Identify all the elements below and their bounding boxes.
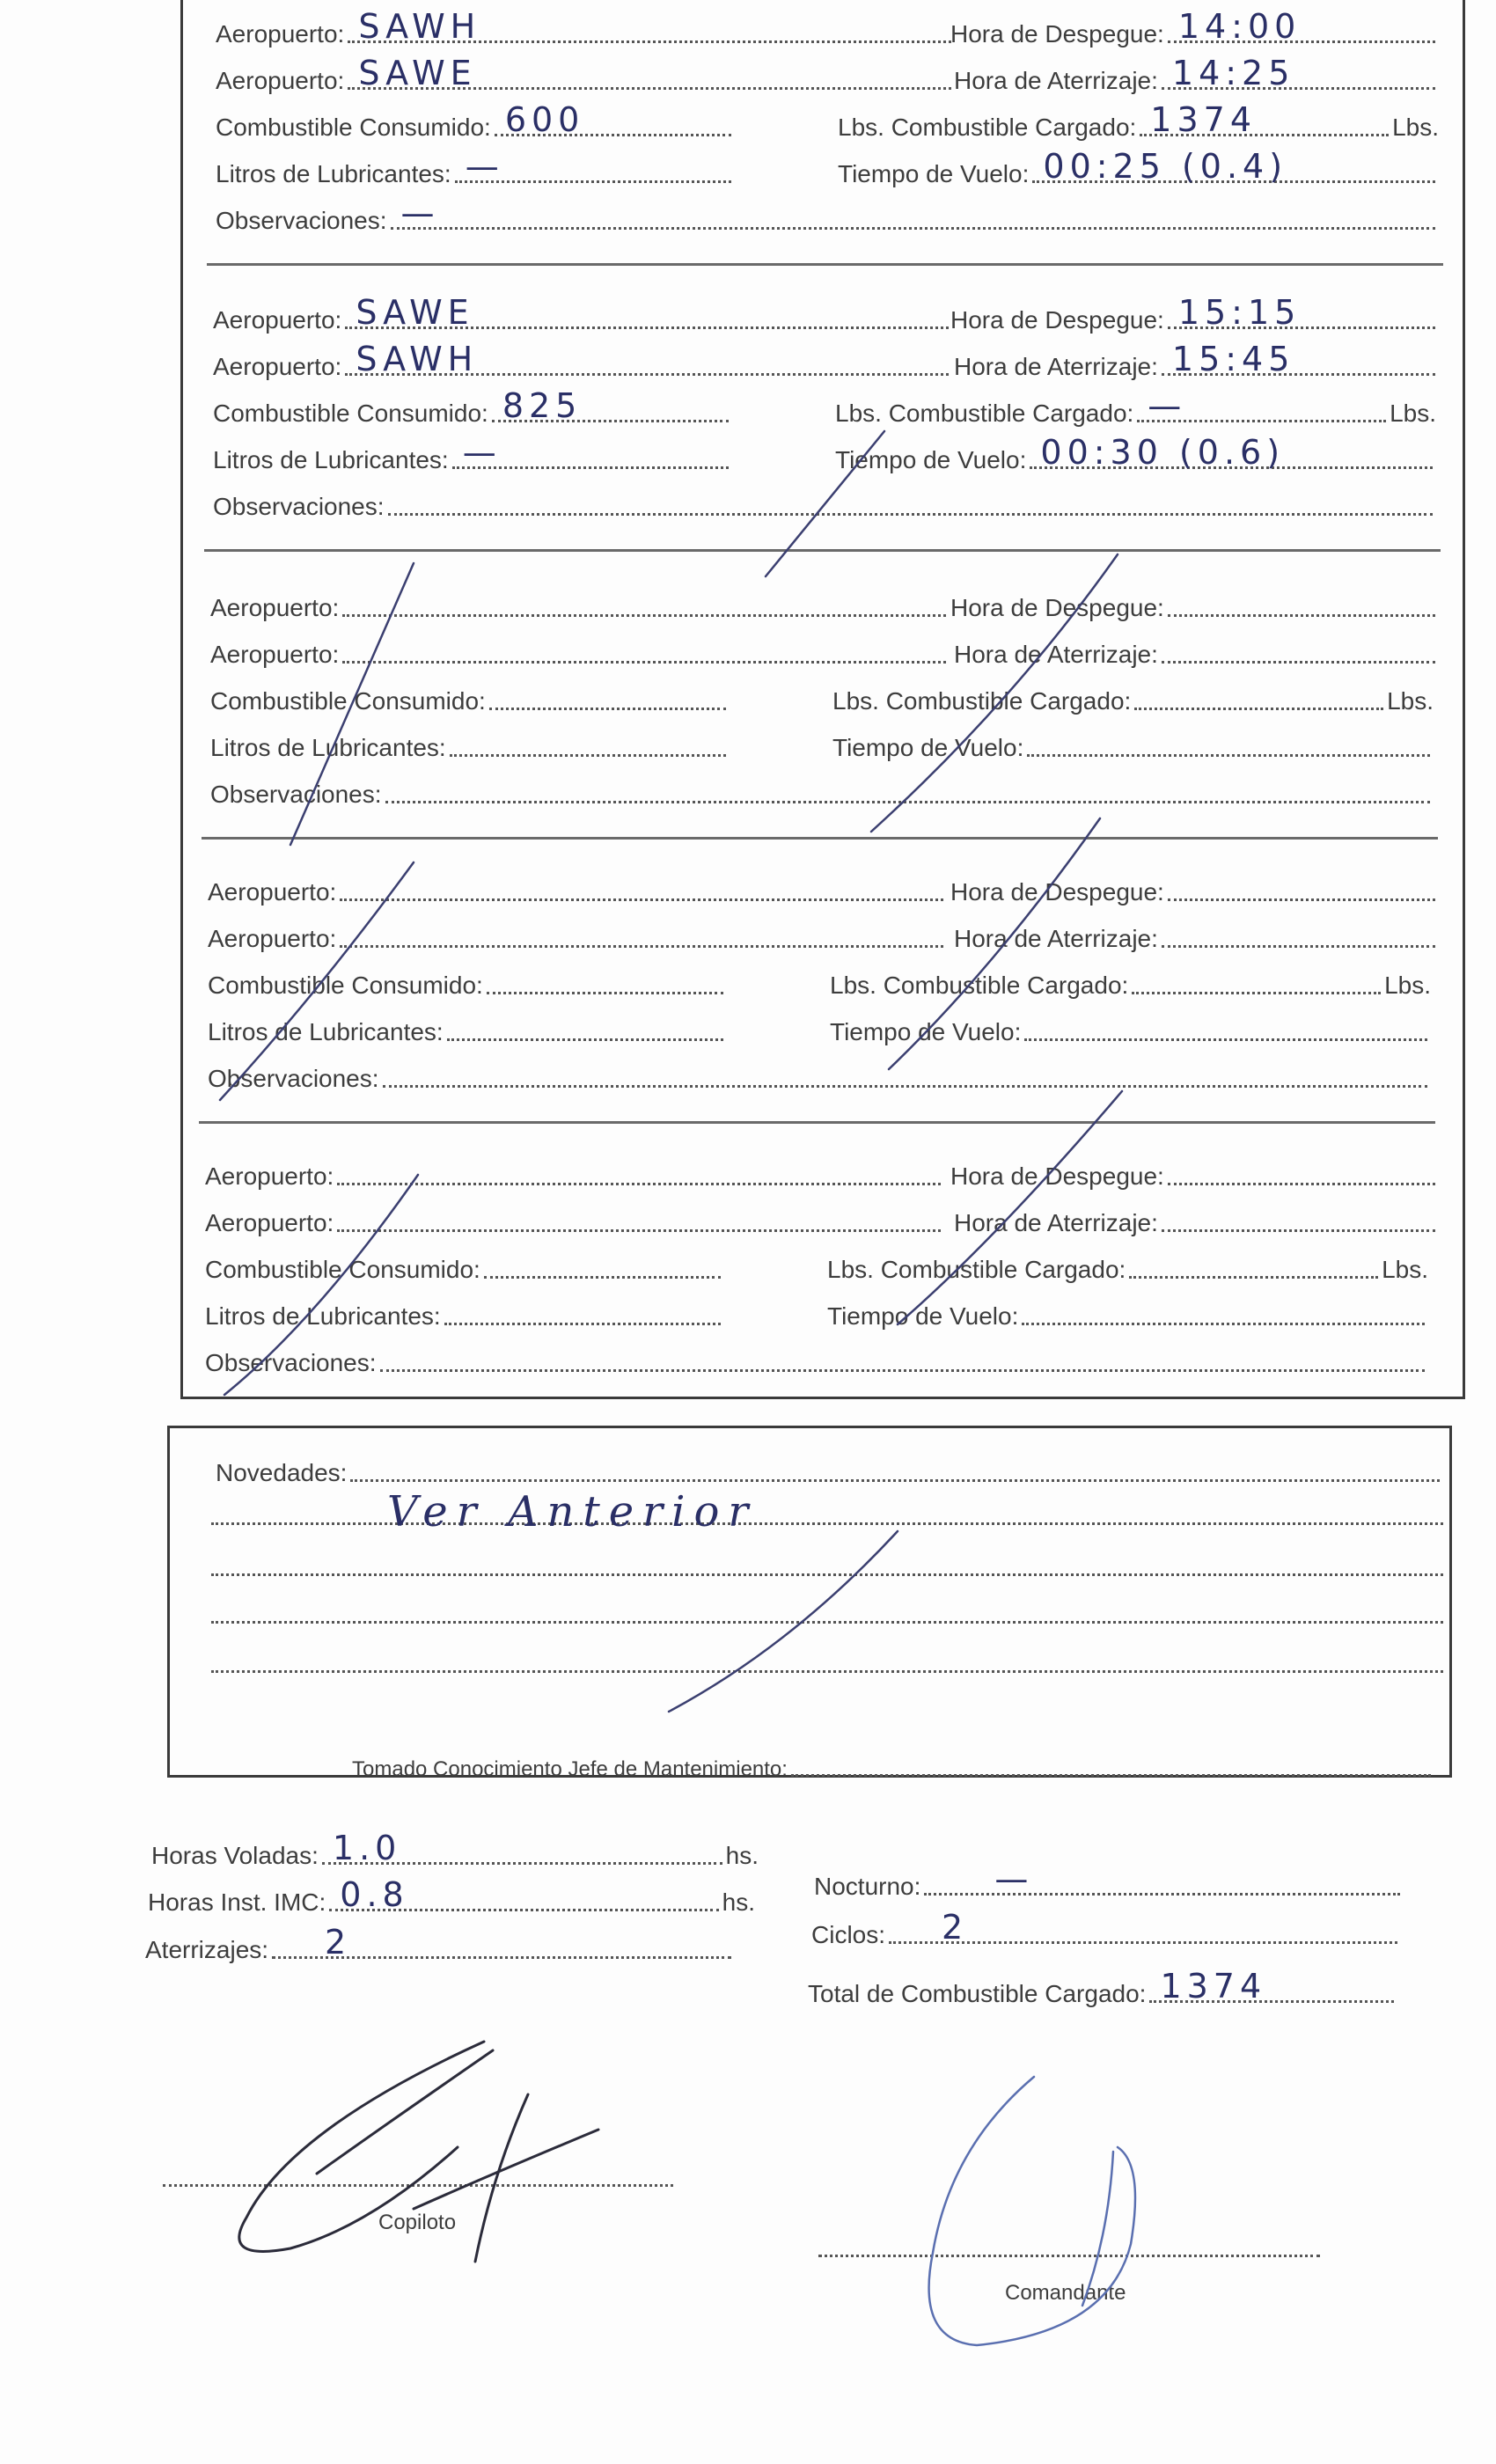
leg-2-lubricants-line — [452, 433, 729, 472]
leg-2-flight-time-label: Tiempo de Vuelo: — [835, 446, 1027, 473]
copilot-caption: Copiloto — [378, 2211, 457, 2234]
leg-1-airport-to-line — [348, 54, 951, 92]
leg-2-airport-from-value: SAWE — [356, 293, 474, 332]
leg-1-flight-time-label: Tiempo de Vuelo: — [838, 160, 1030, 187]
leg-2-airport-to-line — [345, 340, 949, 378]
leg-5-landing-line — [1162, 1208, 1435, 1232]
leg-2-fuel-used-row — [213, 386, 732, 428]
leg-1-landing-row — [954, 54, 1439, 95]
leg-5-lubricants-line — [444, 1302, 721, 1325]
leg-5-takeoff-line — [1168, 1162, 1435, 1185]
leg-4-airport-to-label: Aeropuerto: — [208, 925, 337, 952]
leg-3-airport-to-label: Aeropuerto: — [210, 641, 340, 668]
hours-flown-line — [322, 1829, 722, 1867]
landings-label: Aterrizajes: — [145, 1936, 269, 1963]
leg-1-airport-to-value: SAWE — [358, 54, 477, 92]
leg-2-landing-row — [954, 340, 1439, 381]
leg-4-fuel-loaded-row — [830, 964, 1431, 1000]
leg-3-observations-label: Observaciones: — [210, 781, 382, 808]
cycles-line — [889, 1908, 1397, 1947]
leg-2-landing-line — [1162, 340, 1435, 378]
leg-2-landing-label: Hora de Aterrizaje: — [954, 353, 1158, 380]
leg-3-landing-label: Hora de Aterrizaje: — [954, 641, 1158, 668]
leg-2-fuel-used-line — [492, 386, 729, 425]
maintenance-row — [352, 1747, 1434, 1782]
leg-3-lubricants-label: Litros de Lubricantes: — [210, 734, 446, 761]
leg-3-takeoff-label: Hora de Despegue: — [950, 594, 1164, 621]
leg-separator-1 — [207, 263, 1443, 266]
leg-4-observations-line — [383, 1064, 1427, 1088]
leg-1-observations-value: — — [400, 194, 440, 232]
leg-1-observations-line — [391, 194, 1435, 232]
leg-1-fuel-loaded-line — [1140, 100, 1389, 139]
leg-5-observations-label: Observaciones: — [205, 1349, 377, 1376]
hours-flown-label: Horas Voladas: — [151, 1842, 319, 1869]
leg-2-fuel-loaded-label: Lbs. Combustible Cargado: — [835, 400, 1134, 427]
leg-5-fuel-used-line — [484, 1255, 721, 1279]
leg-3-landing-line — [1162, 640, 1435, 664]
leg-1-fuel-loaded-value: 1374 — [1150, 100, 1258, 139]
leg-3-fuel-loaded-label: Lbs. Combustible Cargado: — [832, 687, 1132, 715]
leg-5-airport-from-line — [337, 1162, 941, 1185]
leg-1-fuel-used-value: 600 — [504, 100, 585, 139]
leg-2-airport-from-label: Aeropuerto: — [213, 306, 342, 334]
cycles-label: Ciclos: — [811, 1921, 886, 1948]
leg-4-fuel-used-row — [208, 964, 727, 1000]
leg-5-lubricants-row — [205, 1295, 724, 1331]
leg-3-fuel-used-row — [210, 680, 730, 715]
imc-line — [329, 1875, 718, 1914]
leg-1-airport-from-value: SAWH — [358, 7, 481, 46]
copilot-sign-line — [163, 2182, 673, 2187]
leg-2-flight-time-value: 00:30 (0.6) — [1040, 433, 1286, 472]
leg-4-flight-time-line — [1024, 1017, 1427, 1041]
leg-5-airport-from-label: Aeropuerto: — [205, 1162, 334, 1190]
leg-5-airport-to-line — [337, 1208, 941, 1232]
leg-1-lubricants-row — [216, 147, 735, 188]
leg-1-fuel-used-row — [216, 100, 735, 142]
leg-4-fuel-loaded-unit: Lbs. — [1384, 972, 1431, 999]
landings-value: 2 — [325, 1923, 352, 1962]
maintenance-label: Tomado Conocimiento Jefe de Mantenimiento: — [352, 1757, 788, 1781]
news-label: Novedades: — [216, 1459, 348, 1486]
leg-2-landing-value: 15:45 — [1171, 340, 1295, 378]
leg-4-landing-row — [954, 918, 1439, 953]
leg-separator-2 — [204, 549, 1441, 552]
leg-2-lubricants-label: Litros de Lubricantes: — [213, 446, 449, 473]
leg-4-airport-from-row — [208, 871, 947, 906]
leg-1-takeoff-value: 14:00 — [1177, 7, 1302, 46]
leg-4-takeoff-row — [950, 871, 1439, 906]
news-line-4 — [211, 1619, 1443, 1624]
leg-3-lubricants-line — [450, 733, 726, 757]
leg-4-flight-time-label: Tiempo de Vuelo: — [830, 1018, 1022, 1045]
leg-3-fuel-loaded-line — [1134, 686, 1383, 710]
leg-3-flight-time-line — [1027, 733, 1430, 757]
news-line — [350, 1458, 1440, 1482]
imc-row — [148, 1875, 755, 1917]
leg-1-observations-label: Observaciones: — [216, 207, 387, 234]
leg-5-fuel-used-row — [205, 1249, 724, 1284]
leg-2-airport-to-row — [213, 340, 952, 381]
leg-4-lubricants-label: Litros de Lubricantes: — [208, 1018, 444, 1045]
leg-3-fuel-loaded-row — [832, 680, 1434, 715]
leg-4-airport-to-line — [340, 924, 943, 948]
leg-3-takeoff-line — [1168, 593, 1435, 617]
leg-3-airport-from-line — [342, 593, 946, 617]
leg-4-observations-label: Observaciones: — [208, 1065, 379, 1092]
leg-2-takeoff-line — [1168, 293, 1435, 332]
leg-1-fuel-loaded-unit: Lbs. — [1392, 114, 1439, 141]
leg-3-observations-line — [385, 780, 1430, 803]
news-handwritten: Ver Anterior — [387, 1487, 758, 1536]
cycles-value: 2 — [942, 1908, 969, 1947]
leg-5-fuel-loaded-line — [1129, 1255, 1378, 1279]
imc-label: Horas Inst. IMC: — [148, 1888, 326, 1916]
leg-5-fuel-loaded-row — [827, 1249, 1428, 1284]
hours-flown-unit: hs. — [725, 1842, 759, 1869]
leg-1-fuel-loaded-row — [838, 100, 1439, 142]
landings-row — [145, 1923, 735, 1964]
leg-1-observations-row — [216, 194, 1439, 235]
leg-4-takeoff-label: Hora de Despegue: — [950, 878, 1164, 906]
leg-3-fuel-loaded-unit: Lbs. — [1387, 687, 1434, 715]
leg-1-takeoff-label: Hora de Despegue: — [950, 20, 1164, 48]
leg-1-airport-to-label: Aeropuerto: — [216, 67, 345, 94]
leg-1-flight-time-value: 00:25 (0.4) — [1043, 147, 1288, 186]
leg-5-landing-label: Hora de Aterrizaje: — [954, 1209, 1158, 1236]
leg-1-lubricants-label: Litros de Lubricantes: — [216, 160, 451, 187]
leg-5-flight-time-row — [827, 1295, 1428, 1331]
leg-5-landing-row — [954, 1202, 1439, 1237]
leg-5-flight-time-label: Tiempo de Vuelo: — [827, 1302, 1019, 1330]
leg-2-lubricants-value: — — [462, 433, 502, 472]
leg-5-airport-to-row — [205, 1202, 944, 1237]
leg-4-fuel-used-line — [487, 971, 723, 994]
leg-1-airport-from-label: Aeropuerto: — [216, 20, 345, 48]
total-fuel-value: 1374 — [1160, 1967, 1267, 2006]
leg-4-landing-label: Hora de Aterrizaje: — [954, 925, 1158, 952]
leg-3-airport-to-row — [210, 634, 950, 669]
captain-sign-line — [818, 2253, 1320, 2257]
leg-2-takeoff-label: Hora de Despegue: — [950, 306, 1164, 334]
leg-5-fuel-loaded-unit: Lbs. — [1382, 1256, 1428, 1283]
leg-4-airport-from-label: Aeropuerto: — [208, 878, 337, 906]
leg-2-lubricants-row — [213, 433, 732, 474]
captain-caption: Comandante — [1005, 2281, 1126, 2305]
leg-5-takeoff-row — [950, 1155, 1439, 1191]
leg-2-airport-from-row — [213, 293, 952, 334]
night-row — [814, 1859, 1404, 1901]
leg-3-observations-row — [210, 774, 1434, 809]
leg-3-flight-time-row — [832, 727, 1434, 762]
leg-2-fuel-loaded-value: — — [1148, 386, 1187, 425]
leg-3-fuel-used-label: Combustible Consumido: — [210, 687, 486, 715]
leg-1-airport-from-line — [348, 7, 951, 46]
leg-3-lubricants-row — [210, 727, 730, 762]
leg-4-airport-from-line — [340, 877, 943, 901]
leg-4-observations-row — [208, 1058, 1431, 1093]
leg-4-fuel-loaded-line — [1132, 971, 1381, 994]
leg-2-fuel-used-value: 825 — [502, 386, 583, 425]
leg-1-landing-value: 14:25 — [1171, 54, 1295, 92]
leg-1-flight-time-line — [1032, 147, 1435, 186]
leg-5-airport-to-label: Aeropuerto: — [205, 1209, 334, 1236]
leg-2-fuel-loaded-unit: Lbs. — [1390, 400, 1436, 427]
leg-3-fuel-used-line — [489, 686, 726, 710]
leg-2-observations-line — [388, 492, 1433, 516]
leg-1-landing-line — [1162, 54, 1435, 92]
hours-flown-row — [151, 1829, 759, 1870]
leg-5-airport-from-row — [205, 1155, 944, 1191]
total-fuel-line — [1149, 1967, 1394, 2006]
leg-4-flight-time-row — [830, 1011, 1431, 1046]
leg-1-landing-label: Hora de Aterrizaje: — [954, 67, 1158, 94]
leg-4-lubricants-line — [447, 1017, 723, 1041]
news-line-5 — [211, 1668, 1443, 1673]
leg-2-takeoff-value: 15:15 — [1177, 293, 1302, 332]
leg-2-observations-label: Observaciones: — [213, 493, 385, 520]
leg-1-fuel-loaded-label: Lbs. Combustible Cargado: — [838, 114, 1137, 141]
leg-1-fuel-used-label: Combustible Consumido: — [216, 114, 491, 141]
hours-flown-value: 1.0 — [332, 1829, 402, 1867]
leg-1-lubricants-value: — — [465, 147, 504, 186]
leg-3-takeoff-row — [950, 587, 1439, 622]
total-fuel-row — [808, 1967, 1397, 2008]
leg-2-flight-time-row — [835, 433, 1436, 474]
imc-unit: hs. — [722, 1888, 755, 1916]
imc-value: 0.8 — [340, 1875, 409, 1914]
leg-3-airport-from-label: Aeropuerto: — [210, 594, 340, 621]
leg-2-airport-to-value: SAWH — [356, 340, 479, 378]
news-row — [216, 1452, 1443, 1487]
leg-4-landing-line — [1162, 924, 1435, 948]
leg-2-observations-row — [213, 486, 1436, 521]
total-fuel-label: Total de Combustible Cargado: — [808, 1980, 1147, 2007]
leg-1-lubricants-line — [455, 147, 731, 186]
leg-separator-4 — [199, 1121, 1435, 1124]
maintenance-line — [791, 1753, 1431, 1777]
leg-3-landing-row — [954, 634, 1439, 669]
leg-4-lubricants-row — [208, 1011, 727, 1046]
leg-2-airport-from-line — [345, 293, 949, 332]
leg-5-takeoff-label: Hora de Despegue: — [950, 1162, 1164, 1190]
leg-2-takeoff-row — [950, 293, 1439, 334]
leg-3-airport-from-row — [210, 587, 950, 622]
leg-4-fuel-loaded-label: Lbs. Combustible Cargado: — [830, 972, 1129, 999]
landings-line — [272, 1923, 731, 1962]
leg-1-flight-time-row — [838, 147, 1439, 188]
leg-1-airport-from-row — [216, 7, 955, 48]
leg-2-flight-time-line — [1030, 433, 1433, 472]
leg-2-fuel-loaded-line — [1137, 386, 1386, 425]
leg-5-fuel-loaded-label: Lbs. Combustible Cargado: — [827, 1256, 1126, 1283]
leg-1-airport-to-row — [216, 54, 955, 95]
leg-2-fuel-loaded-row — [835, 386, 1436, 428]
leg-1-takeoff-line — [1168, 7, 1435, 46]
leg-5-lubricants-label: Litros de Lubricantes: — [205, 1302, 441, 1330]
leg-4-airport-to-row — [208, 918, 947, 953]
leg-5-observations-row — [205, 1342, 1428, 1377]
leg-3-flight-time-label: Tiempo de Vuelo: — [832, 734, 1024, 761]
leg-separator-3 — [202, 837, 1438, 840]
cycles-row — [811, 1908, 1401, 1949]
leg-4-fuel-used-label: Combustible Consumido: — [208, 972, 483, 999]
leg-1-fuel-used-line — [495, 100, 731, 139]
news-line-3 — [211, 1572, 1443, 1576]
leg-5-fuel-used-label: Combustible Consumido: — [205, 1256, 480, 1283]
leg-2-fuel-used-label: Combustible Consumido: — [213, 400, 488, 427]
night-label: Nocturno: — [814, 1873, 921, 1900]
leg-5-observations-line — [380, 1348, 1425, 1372]
leg-4-takeoff-line — [1168, 877, 1435, 901]
leg-1-takeoff-row — [950, 7, 1439, 48]
leg-2-airport-to-label: Aeropuerto: — [213, 353, 342, 380]
night-line — [924, 1859, 1400, 1898]
night-value: — — [994, 1859, 1034, 1898]
leg-3-airport-to-line — [342, 640, 946, 664]
leg-5-flight-time-line — [1022, 1302, 1425, 1325]
